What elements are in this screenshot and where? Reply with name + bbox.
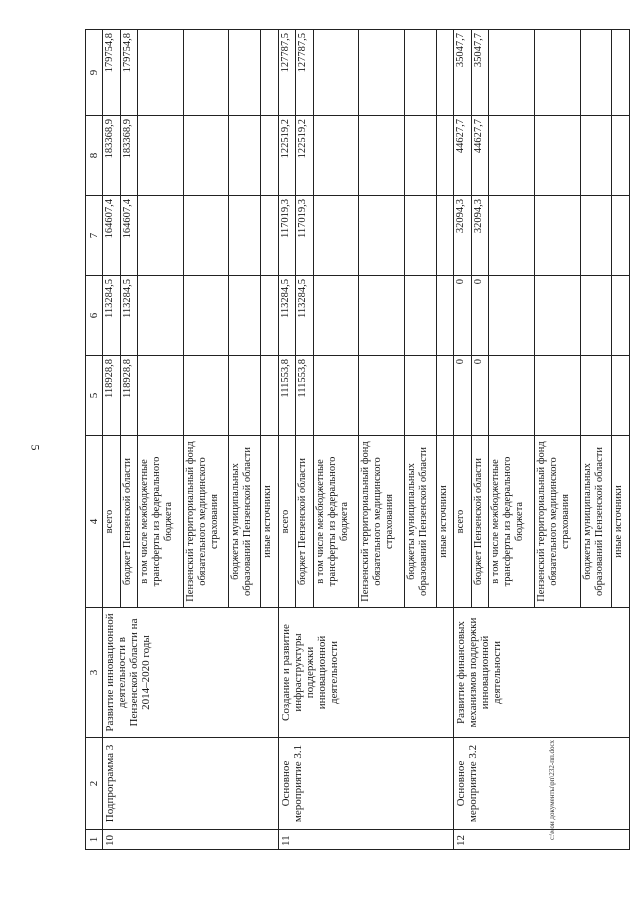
amount-cell [261,196,279,276]
amount-cell [580,356,612,436]
funding-source-label: бюджеты муниципальных образований Пензенской области [405,436,437,608]
amount-cell: 32094,3 [454,196,472,276]
amount-cell [436,276,454,356]
amount-cell [313,116,359,196]
amount-cell: 0 [454,356,472,436]
program-name: Основное мероприятие 3.1 [278,738,454,830]
amount-cell [535,276,581,356]
program-name: Подпрограмма 3 [103,738,279,830]
funding-source-label: всего [278,436,296,608]
amount-cell: 183368,9 [120,116,138,196]
amount-cell [138,30,184,116]
funding-source-label: в том числе межбюджетные трансферты из федерального бюджета [313,436,359,608]
footer-file-path: c:\мои документы\рп\232-пп.docx [548,739,556,840]
amount-cell [183,30,229,116]
budget-table [85,29,630,850]
amount-cell [313,276,359,356]
amount-cell [612,30,630,116]
amount-cell [580,196,612,276]
funding-source-label: Пензенский территориальный фонд обязательного медицинского страхования [535,436,581,608]
amount-cell [229,116,261,196]
program-title: Развитие финансовых механизмов поддержки инновационной деятельности [454,608,630,738]
funding-source-label: бюджет Пензенской области [296,436,314,608]
amount-cell [436,356,454,436]
row-number: 10 [103,830,279,850]
funding-source-label: Пензенский территориальный фонд обязательного медицинского страхования [183,436,229,608]
column-header-7: 7 [86,196,103,276]
amount-cell: 32094,3 [471,196,489,276]
amount-cell [313,356,359,436]
amount-cell: 113284,5 [296,276,314,356]
funding-source-label: бюджеты муниципальных образований Пензенской области [229,436,261,608]
amount-cell [489,356,535,436]
funding-source-label: иные источники [612,436,630,608]
amount-cell [183,276,229,356]
amount-cell [436,116,454,196]
header-row [86,30,103,850]
amount-cell [535,356,581,436]
program-title: Создание и развитие инфраструктуры поддержки инновационной деятельности [278,608,454,738]
amount-cell: 117019,3 [278,196,296,276]
amount-cell: 44627,7 [471,116,489,196]
amount-cell [405,196,437,276]
amount-cell: 122519,2 [278,116,296,196]
program-title: Развитие инновационной деятельности в Пензенской области на 2014–2020 годы [103,608,279,738]
amount-cell: 35047,7 [471,30,489,116]
amount-cell: 118928,8 [120,356,138,436]
amount-cell: 113284,5 [278,276,296,356]
amount-cell: 164607,4 [103,196,121,276]
amount-cell: 0 [471,356,489,436]
amount-cell [359,116,405,196]
amount-cell: 127787,5 [296,30,314,116]
amount-cell [535,30,581,116]
funding-source-label: бюджет Пензенской области [471,436,489,608]
table-row [454,30,472,850]
amount-cell [359,196,405,276]
column-header-1: 1 [86,830,103,850]
amount-cell: 111553,8 [278,356,296,436]
table-container [85,30,630,850]
amount-cell [261,30,279,116]
funding-source-label: бюджет Пензенской области [120,436,138,608]
column-header-3: 3 [86,608,103,738]
amount-cell: 44627,7 [454,116,472,196]
amount-cell [138,196,184,276]
amount-cell [535,116,581,196]
amount-cell [313,30,359,116]
amount-cell: 183368,9 [103,116,121,196]
row-number: 11 [278,830,454,850]
amount-cell [612,276,630,356]
amount-cell [405,116,437,196]
funding-source-label: иные источники [436,436,454,608]
program-name: Основное мероприятие 3.2 [454,738,630,830]
page-number: 5 [28,444,43,451]
column-header-5: 5 [86,356,103,436]
amount-cell [313,196,359,276]
amount-cell [405,30,437,116]
amount-cell: 164607,4 [120,196,138,276]
amount-cell: 179754,8 [120,30,138,116]
column-header-6: 6 [86,276,103,356]
table-body [103,30,630,850]
amount-cell [612,196,630,276]
funding-source-label: в том числе межбюджетные трансферты из федерального бюджета [138,436,184,608]
funding-source-label: Пензенский территориальный фонд обязательного медицинского страхования [359,436,405,608]
amount-cell [359,356,405,436]
funding-source-label: всего [454,436,472,608]
amount-cell [580,276,612,356]
amount-cell: 113284,5 [103,276,121,356]
amount-cell [229,276,261,356]
amount-cell [183,116,229,196]
funding-source-label: иные источники [261,436,279,608]
funding-source-label: бюджеты муниципальных образований Пензенской области [580,436,612,608]
amount-cell [436,30,454,116]
amount-cell [359,30,405,116]
amount-cell: 117019,3 [296,196,314,276]
amount-cell [580,116,612,196]
amount-cell [489,116,535,196]
amount-cell [489,196,535,276]
amount-cell: 111553,8 [296,356,314,436]
amount-cell [138,356,184,436]
amount-cell [183,196,229,276]
row-number: 12 [454,830,630,850]
amount-cell: 179754,8 [103,30,121,116]
column-header-2: 2 [86,738,103,830]
amount-cell [359,276,405,356]
funding-source-label: всего [103,436,121,608]
amount-cell [261,276,279,356]
amount-cell [261,116,279,196]
column-header-4: 4 [86,436,103,608]
amount-cell [261,356,279,436]
amount-cell [183,356,229,436]
amount-cell [138,116,184,196]
amount-cell [229,196,261,276]
amount-cell [436,196,454,276]
table-row [103,30,121,850]
amount-cell [612,116,630,196]
amount-cell [229,30,261,116]
amount-cell [138,276,184,356]
amount-cell: 113284,5 [120,276,138,356]
amount-cell [405,356,437,436]
funding-source-label: в том числе межбюджетные трансферты из федерального бюджета [489,436,535,608]
amount-cell: 35047,7 [454,30,472,116]
amount-cell: 122519,2 [296,116,314,196]
amount-cell [229,356,261,436]
amount-cell: 0 [471,276,489,356]
amount-cell [489,30,535,116]
column-header-8: 8 [86,116,103,196]
amount-cell: 0 [454,276,472,356]
amount-cell [612,356,630,436]
amount-cell [405,276,437,356]
amount-cell: 127787,5 [278,30,296,116]
table-row [278,30,296,850]
amount-cell [580,30,612,116]
amount-cell [489,276,535,356]
amount-cell: 118928,8 [103,356,121,436]
column-header-9: 9 [86,30,103,116]
amount-cell [535,196,581,276]
